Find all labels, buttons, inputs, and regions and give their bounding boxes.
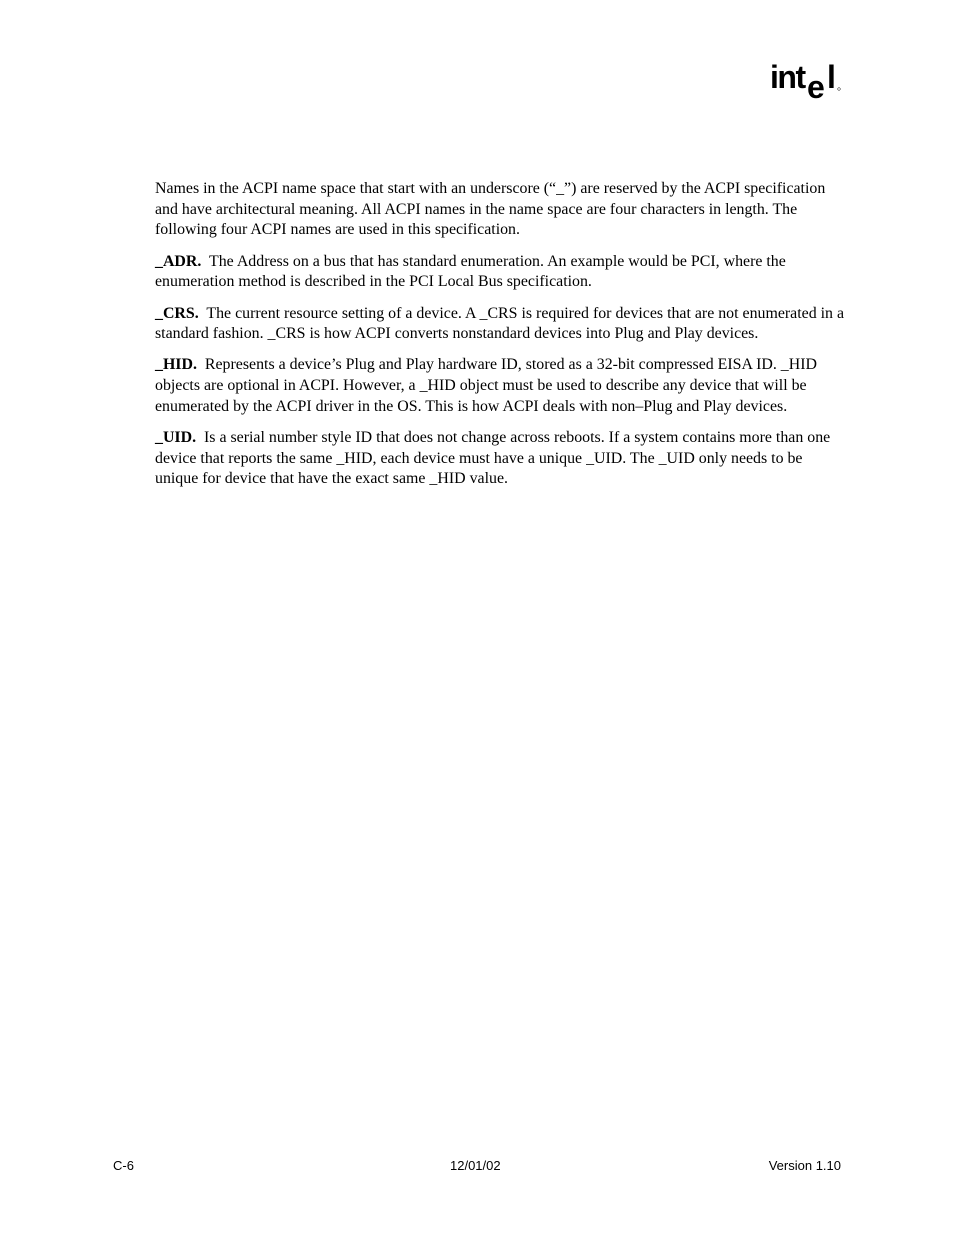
definition-term: _UID. [155, 429, 197, 447]
definition-term: _ADR. [155, 252, 202, 270]
definition-text: Represents a device’s Plug and Play hardware ID, stored as a 32-bit compressed EISA ID. _HID objects are optional in ACPI. However, a _HID object must be used to describe any device that will be enumerated by the ACPI driver in the OS. This is how ACPI deals with non–Plug and Play devices. [155, 356, 817, 415]
footer-date: 12/01/02 [450, 1158, 501, 1173]
definition-adr [155, 252, 845, 293]
definition-hid [155, 355, 845, 417]
svg-text:int: int [770, 59, 805, 95]
definition-term: _CRS. [155, 304, 199, 322]
svg-text:e: e [807, 69, 825, 105]
definition-text: The current resource setting of a device. A _CRS is required for devices that are not enumerated in a standard fashion. _CRS is how ACPI converts nonstandard devices into Plug and Play devices. [155, 304, 844, 343]
intro-paragraph: Names in the ACPI name space that start with an underscore (“_”) are reserved by the ACPI specification and have architectural meaning. All ACPI names in the name space are four characters in length. The following four ACPI names are used in this specification. [155, 180, 826, 239]
intel-logo [770, 58, 850, 106]
definition-uid [155, 428, 845, 490]
definition-text: The Address on a bus that has standard enumeration. An example would be PCI, where the enumeration method is described in the PCI Local Bus specification. [155, 252, 786, 291]
definition-text: Is a serial number style ID that does not change across reboots. If a system contains more than one device that reports the same _HID, each device must have a unique _UID. The _UID only needs to be unique for device that have the exact same _HID value. [155, 429, 831, 488]
definition-crs [155, 304, 845, 345]
footer-page-number: C-6 [113, 1158, 134, 1173]
svg-text:l: l [827, 59, 836, 95]
definition-term: _HID. [155, 356, 197, 374]
body-text [155, 179, 845, 501]
footer-version: Version 1.10 [768, 1158, 841, 1173]
